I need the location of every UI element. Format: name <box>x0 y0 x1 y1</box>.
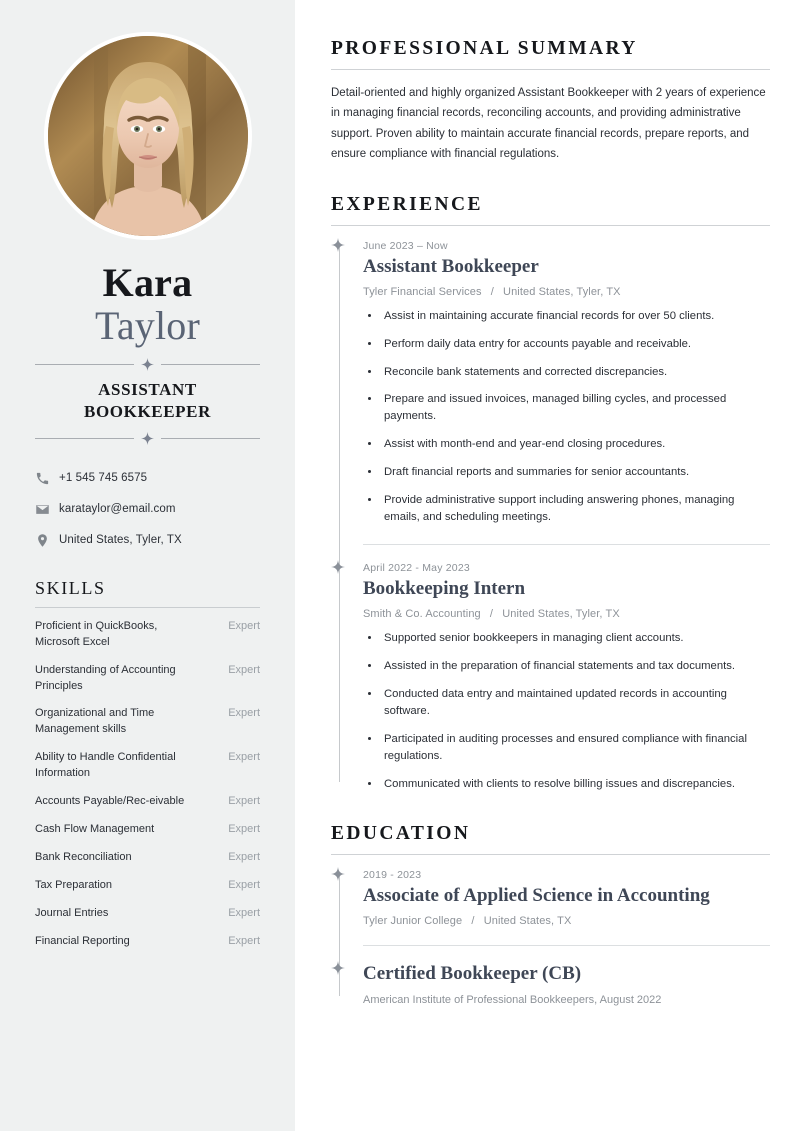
skill-level: Expert <box>228 751 260 764</box>
skill-level: Expert <box>228 934 260 947</box>
bullet-item: • Prepare and issued invoices, managed billing cycles, and processed payments. <box>381 391 770 425</box>
divider-line-left <box>35 438 134 439</box>
last-name: Taylor <box>94 303 201 349</box>
skill-item <box>35 906 260 922</box>
education-degree: Associate of Applied Science in Accounting <box>363 885 710 907</box>
name-block <box>35 262 260 445</box>
experience-role: Bookkeeping Intern <box>363 578 526 600</box>
contact-item-location <box>35 533 260 548</box>
skill-name: Cash Flow Management <box>35 823 155 836</box>
experience-role: Assistant Bookkeeper <box>363 255 539 277</box>
entry-divider <box>363 945 770 946</box>
meta-separator: / <box>489 607 494 620</box>
experience-meta <box>363 608 770 620</box>
skill-item <box>35 750 260 782</box>
contact-phone-value: +1 545 745 6575 <box>59 472 148 485</box>
skill-item <box>35 619 260 651</box>
skill-level: Expert <box>228 906 260 919</box>
experience-date: April 2022 - May 2023 <box>363 562 470 575</box>
skills-section-title: SKILLS <box>35 577 106 598</box>
meta-separator: / <box>490 285 494 298</box>
contact-item-email <box>35 502 260 517</box>
skills-rule <box>35 607 260 608</box>
skill-name: Bank Reconciliation <box>35 851 132 864</box>
education-degree: Certified Bookkeeper (CB) <box>363 963 582 985</box>
profile-headline: ASSISTANT BOOKKEEPER <box>84 380 211 421</box>
bullet-item: • Assist in maintaining accurate financial records for over 50 clients. <box>381 308 770 325</box>
summary-text: Detail-oriented and highly organized Assistant Bookkeeper with 2 years of experience in managing financial records, reconciling accounts, and providing administrative support. Proven ability to maintain accurate financial records, prepare reports, and ensure compliance with financial regulations. <box>331 87 766 161</box>
contact-location-value: United States, Tyler, TX <box>59 534 182 547</box>
divider-line-right <box>161 438 260 439</box>
avatar-wrapper <box>35 32 260 240</box>
education-location: United States, TX <box>483 915 572 928</box>
divider-top <box>35 358 260 371</box>
sidebar <box>0 0 295 1131</box>
entry-divider <box>363 544 770 545</box>
portrait-photo <box>48 36 248 236</box>
education-meta <box>363 915 770 927</box>
education-subtitle: American Institute of Professional Bookkeepers, August 2022 <box>363 994 662 1007</box>
skill-name: Tax Preparation <box>35 879 113 891</box>
experience-bullets <box>363 308 770 526</box>
education-rule <box>331 854 770 855</box>
bullet-item: • Conducted data entry and maintained updated records in accounting software. <box>381 686 770 720</box>
skill-item <box>35 794 260 810</box>
skill-level: Expert <box>228 707 260 720</box>
bullet-item: • Supported senior bookkeepers in managing client accounts. <box>381 630 770 647</box>
experience-company: Smith & Co. Accounting <box>363 607 481 620</box>
experience-meta <box>363 286 770 298</box>
sparkle-icon <box>331 961 347 977</box>
bullet-item: • Reconcile bank statements and corrected discrepancies. <box>381 364 770 381</box>
first-name: Kara <box>102 260 193 305</box>
sparkle-icon <box>331 560 347 576</box>
skills-list <box>35 619 260 950</box>
summary-section-title: PROFESSIONAL SUMMARY <box>331 38 638 59</box>
bullet-item: • Provide administrative support including answering phones, managing emails, and scheduling meetings. <box>381 492 770 526</box>
education-school: Tyler Junior College <box>363 915 463 928</box>
envelope-icon <box>35 502 59 517</box>
divider-bottom <box>35 432 260 445</box>
experience-bullets <box>363 630 770 793</box>
skill-item <box>35 850 260 866</box>
contact-item-phone <box>35 471 260 486</box>
skill-item <box>35 934 260 950</box>
summary-rule <box>331 69 770 70</box>
education-entry <box>363 963 770 1008</box>
sparkle-icon <box>331 238 347 254</box>
skill-item <box>35 822 260 838</box>
skill-level: Expert <box>228 663 260 676</box>
skill-level: Expert <box>228 879 260 891</box>
skill-item <box>35 706 260 738</box>
experience-location: United States, Tyler, TX <box>502 607 620 620</box>
skill-name: Ability to Handle Confidential Information <box>35 751 176 780</box>
skill-item <box>35 663 260 695</box>
skill-name: Proficient in QuickBooks, Microsoft Excel <box>35 619 158 648</box>
map-pin-icon <box>35 533 59 548</box>
skill-level: Expert <box>228 823 260 836</box>
skill-name: Financial Reporting <box>35 934 130 947</box>
divider-line-left <box>35 364 134 365</box>
skill-level: Expert <box>228 619 260 632</box>
experience-entry <box>363 562 770 794</box>
experience-date: June 2023 – Now <box>363 239 448 252</box>
experience-location: United States, Tyler, TX <box>503 285 621 298</box>
experience-section-title: EXPERIENCE <box>331 193 483 215</box>
skill-name: Journal Entries <box>35 906 109 919</box>
section-professional-summary <box>331 38 770 165</box>
skill-level: Expert <box>228 795 260 808</box>
skill-name: Accounts Payable/Rec-eivable <box>35 795 185 808</box>
sparkle-icon <box>331 867 347 883</box>
education-entry <box>363 869 770 929</box>
sparkle-icon <box>141 358 154 371</box>
bullet-item: • Communicated with clients to resolve billing issues and discrepancies. <box>381 776 770 793</box>
sparkle-icon <box>141 432 154 445</box>
phone-icon <box>35 471 59 486</box>
education-section-title: EDUCATION <box>331 823 471 845</box>
divider-line-right <box>161 364 260 365</box>
skill-name: Organizational and Time Management skills <box>35 707 155 736</box>
experience-rule <box>331 225 770 226</box>
contact-list <box>35 471 260 548</box>
main-content <box>295 0 800 1131</box>
bullet-item: • Draft financial reports and summaries for senior accountants. <box>381 464 770 481</box>
contact-email-value: karataylor@email.com <box>59 503 176 516</box>
skill-name: Understanding of Accounting Principles <box>35 663 176 692</box>
education-timeline <box>331 869 770 1008</box>
section-experience <box>331 194 770 795</box>
section-education <box>331 823 770 1008</box>
skill-level: Expert <box>228 851 260 864</box>
bullet-item: • Assist with month-end and year-end closing procedures. <box>381 436 770 453</box>
bullet-item: • Perform daily data entry for accounts payable and receivable. <box>381 336 770 353</box>
meta-separator: / <box>471 915 475 928</box>
avatar <box>44 32 252 240</box>
skill-item <box>35 878 260 894</box>
experience-company: Tyler Financial Services <box>363 285 482 298</box>
experience-timeline <box>331 240 770 795</box>
bullet-item: • Assisted in the preparation of financial statements and tax documents. <box>381 658 770 675</box>
education-date: 2019 - 2023 <box>363 869 422 882</box>
experience-entry <box>363 240 770 528</box>
bullet-item: • Participated in auditing processes and ensured compliance with financial regulations. <box>381 731 770 765</box>
